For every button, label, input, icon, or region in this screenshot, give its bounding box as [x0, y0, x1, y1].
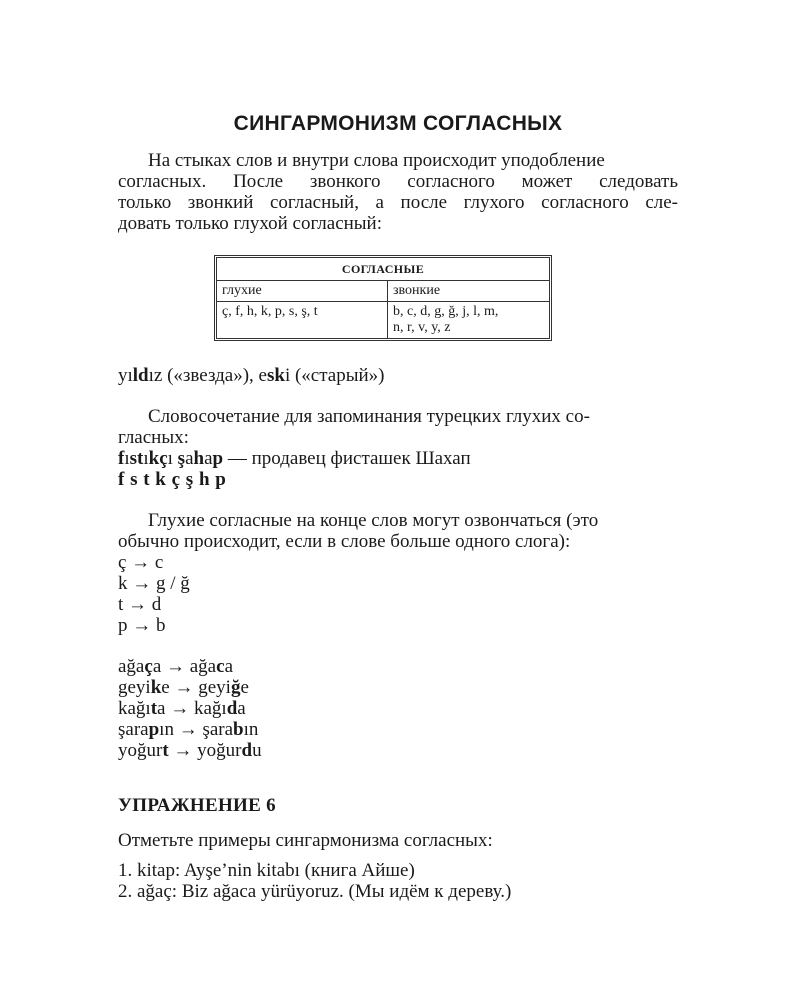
table-header: СОГЛАСНЫЕ — [217, 258, 549, 281]
example-yogurt: yoğurt → yoğurdu — [118, 740, 262, 761]
column-voiceless: глухие — [217, 281, 388, 301]
mnemonic-phrase: fıstıkçı şahap — продавец фисташек Шахап — [118, 448, 471, 469]
table-row — [217, 281, 549, 302]
voicing-rule: t → d — [118, 594, 162, 615]
example-sarapin: şarapın → şarabın — [118, 719, 259, 740]
voicing-rule: ç → c — [118, 552, 164, 573]
voicing-rule: p → b — [118, 615, 166, 636]
intro-line-4: довать только глухой согласный: — [118, 213, 383, 234]
voicing-line-2: обычно происходит, если в слове больше одного слога): — [118, 531, 571, 552]
voiced-values-line-2: n, r, v, y, z — [393, 320, 451, 335]
example-agaca: ağaça → ağaca — [118, 656, 233, 677]
voicing-rule: k → g / ğ — [118, 573, 190, 594]
exercise-instruction: Отметьте примеры сингармонизма согласных: — [118, 830, 493, 851]
voiced-values-line-1: b, c, d, g, ğ, j, l, m, — [393, 304, 499, 319]
voiceless-values: ç, f, h, k, p, s, ş, t — [217, 302, 388, 338]
example-geyike: geyike → geyiğe — [118, 677, 249, 698]
exercise-heading: УПРАЖНЕНИЕ 6 — [118, 795, 276, 816]
consonants-table — [214, 255, 552, 341]
table-row — [217, 302, 549, 338]
intro-line-3: только звонкий согласный, а после глухого согласного сле- — [118, 192, 678, 213]
voiced-values — [388, 302, 549, 338]
intro-line-2: согласных. После звонкого согласного может следовать — [118, 171, 678, 192]
mnemonic-letters: f s t k ç ş h p — [118, 469, 227, 490]
example-kagita: kağıta → kağıda — [118, 698, 246, 719]
intro-line-1: На стыках слов и внутри слова происходит уподобление — [148, 150, 605, 171]
exercise-item-1: 1. kitap: Ayşe’nin kitabı (книга Айше) — [118, 860, 415, 881]
mnemonic-line-1: Словосочетание для запоминания турецких глухих со- — [148, 406, 590, 427]
exercise-item-2: 2. ağaç: Biz ağaca yürüyoruz. (Мы идём к дереву.) — [118, 881, 512, 902]
voicing-line-1: Глухие согласные на конце слов могут озвончаться (это — [148, 510, 599, 531]
page-title: СИНГАРМОНИЗМ СОГЛАСНЫХ — [233, 112, 563, 135]
column-voiced: звонкие — [393, 283, 441, 298]
example-yildiz: yıldız («звезда»), eski («старый») — [118, 365, 385, 386]
mnemonic-line-2: гласных: — [118, 427, 189, 448]
